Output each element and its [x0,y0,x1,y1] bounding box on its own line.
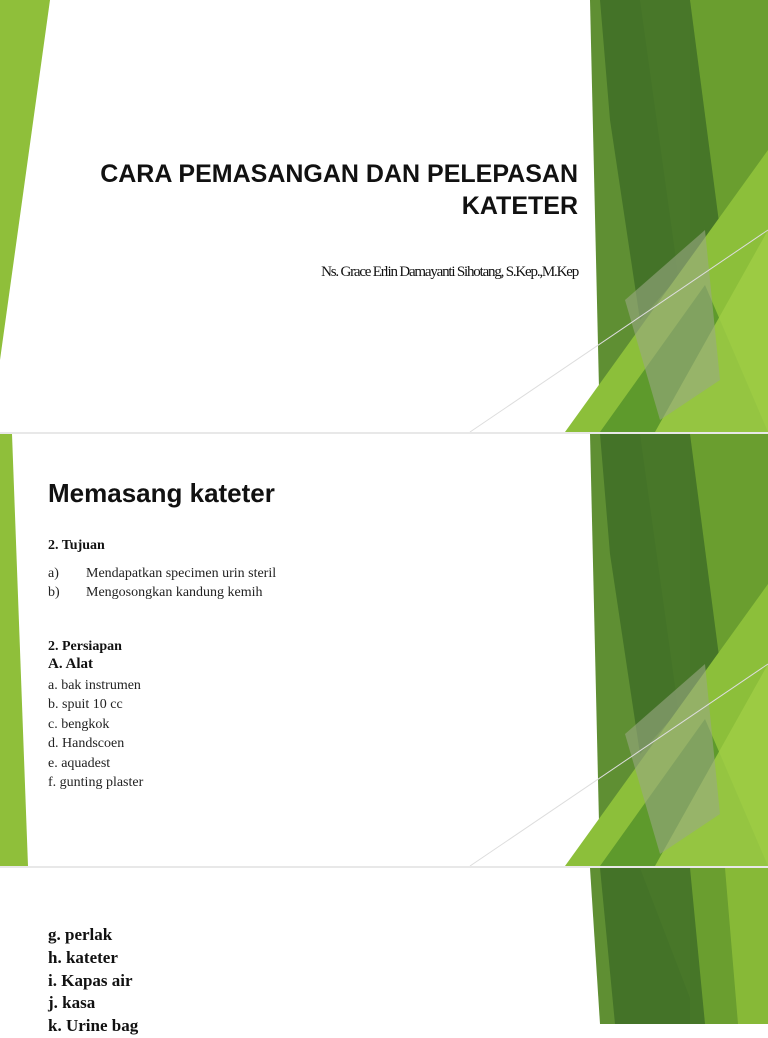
alat-list-continued [48,924,138,1038]
list-item: d. Handscoen [48,736,125,752]
title-slide [0,0,768,432]
list-item: a. bak instrumen [48,678,141,693]
section-tujuan-heading: 2. Tujuan [48,538,105,553]
alat-list [48,676,143,792]
list-text: Mengosongkan kandung kemih [86,585,263,600]
list-item: i. Kapas air [48,970,133,990]
list-marker: a) [48,566,59,581]
list-text: Mendapatkan specimen urin steril [86,566,277,581]
list-item: h. kateter [48,947,118,967]
list-item: e. aquadest [48,755,111,771]
list-item: c. bengkok [48,716,110,732]
section-persiapan-heading: 2. Persiapan [48,639,122,654]
alat-heading: A. Alat [48,656,93,672]
list-item: k. Urine bag [48,1016,139,1036]
author-name: Ns. Grace Erlin Damayanti Sihotang, S.Kep.,M.Kep [321,264,578,280]
list-item: j. kasa [48,993,96,1013]
content-slide-alat-continued [0,868,768,1036]
list-item: f. gunting plaster [48,775,144,791]
tujuan-list [48,564,276,602]
slide-heading: Memasang kateter [48,478,275,508]
content-slide-memasang-kateter [0,434,768,866]
list-item: g. perlak [48,925,113,944]
list-item [48,583,276,602]
presentation-title: CARA PEMASANGAN DAN PELEPASAN KATETER [100,160,578,220]
list-item [48,564,276,583]
list-item: b. spuit 10 cc [48,697,123,713]
list-marker: b) [48,585,60,600]
